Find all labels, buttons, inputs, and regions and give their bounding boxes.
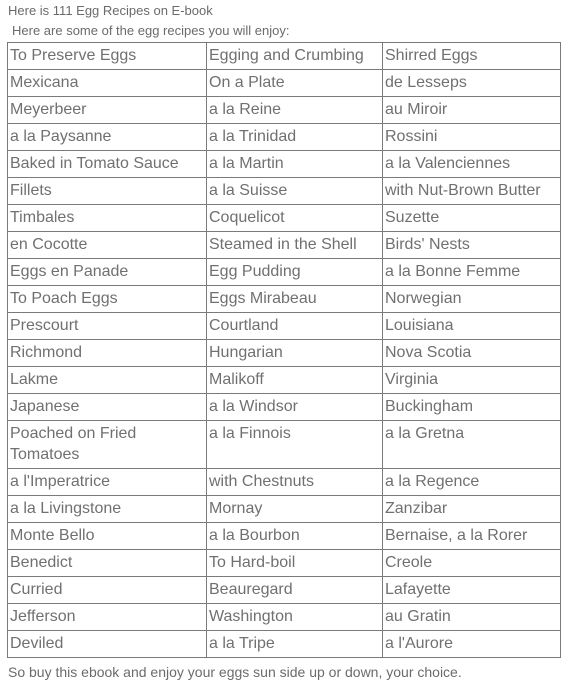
recipe-cell: Hungarian bbox=[207, 340, 383, 367]
table-row bbox=[8, 577, 561, 604]
table-row bbox=[8, 550, 561, 577]
recipe-cell: with Nut-Brown Butter bbox=[383, 178, 561, 205]
recipe-cell: Lakme bbox=[8, 367, 207, 394]
recipe-cell: Creole bbox=[383, 550, 561, 577]
recipe-cell: Beauregard bbox=[207, 577, 383, 604]
recipe-cell: a la Finnois bbox=[207, 421, 383, 469]
recipe-cell: Louisiana bbox=[383, 313, 561, 340]
recipe-cell: a la Martin bbox=[207, 151, 383, 178]
recipe-cell: au Miroir bbox=[383, 97, 561, 124]
recipe-cell: Richmond bbox=[8, 340, 207, 367]
recipe-cell: Fillets bbox=[8, 178, 207, 205]
recipe-cell: en Cocotte bbox=[8, 232, 207, 259]
recipe-table bbox=[7, 42, 561, 658]
recipe-cell: a la Windsor bbox=[207, 394, 383, 421]
recipe-cell: Bernaise, a la Rorer bbox=[383, 523, 561, 550]
table-row bbox=[8, 124, 561, 151]
recipe-cell: Eggs Mirabeau bbox=[207, 286, 383, 313]
recipes-intro: Here are some of the egg recipes you will enjoy: bbox=[12, 23, 290, 38]
table-row bbox=[8, 232, 561, 259]
recipe-cell: Meyerbeer bbox=[8, 97, 207, 124]
recipe-cell: Timbales bbox=[8, 205, 207, 232]
recipe-cell: To Preserve Eggs bbox=[8, 43, 207, 70]
table-row bbox=[8, 523, 561, 550]
recipe-cell: au Gratin bbox=[383, 604, 561, 631]
recipe-cell: Poached on Fried Tomatoes bbox=[8, 421, 207, 469]
recipe-cell: de Lesseps bbox=[383, 70, 561, 97]
table-row bbox=[8, 70, 561, 97]
recipe-cell: Benedict bbox=[8, 550, 207, 577]
recipe-cell: On a Plate bbox=[207, 70, 383, 97]
recipe-cell: a la Valenciennes bbox=[383, 151, 561, 178]
table-row bbox=[8, 340, 561, 367]
recipe-cell: Norwegian bbox=[383, 286, 561, 313]
recipe-cell: Coquelicot bbox=[207, 205, 383, 232]
recipe-table-body bbox=[8, 43, 561, 658]
table-row bbox=[8, 631, 561, 658]
recipe-cell: Malikoff bbox=[207, 367, 383, 394]
recipe-cell: a la Trinidad bbox=[207, 124, 383, 151]
recipe-cell: Deviled bbox=[8, 631, 207, 658]
table-row bbox=[8, 43, 561, 70]
recipe-cell: Prescourt bbox=[8, 313, 207, 340]
recipe-cell: Mexicana bbox=[8, 70, 207, 97]
closing-note: So buy this ebook and enjoy your eggs sun side up or down, your choice. bbox=[8, 664, 462, 680]
recipe-cell: a la Bourbon bbox=[207, 523, 383, 550]
table-row bbox=[8, 97, 561, 124]
table-row bbox=[8, 421, 561, 469]
recipe-cell: Buckingham bbox=[383, 394, 561, 421]
recipe-cell: Jefferson bbox=[8, 604, 207, 631]
recipe-cell: Japanese bbox=[8, 394, 207, 421]
recipe-cell: a la Reine bbox=[207, 97, 383, 124]
recipe-cell: Courtland bbox=[207, 313, 383, 340]
table-row bbox=[8, 394, 561, 421]
recipe-cell: a la Livingstone bbox=[8, 496, 207, 523]
recipe-cell: Zanzibar bbox=[383, 496, 561, 523]
recipe-cell: Birds' Nests bbox=[383, 232, 561, 259]
recipe-cell: a l'Imperatrice bbox=[8, 469, 207, 496]
recipe-cell: Nova Scotia bbox=[383, 340, 561, 367]
recipe-cell: To Poach Eggs bbox=[8, 286, 207, 313]
recipe-cell: a l'Aurore bbox=[383, 631, 561, 658]
table-row bbox=[8, 604, 561, 631]
table-row bbox=[8, 151, 561, 178]
recipe-cell: a la Paysanne bbox=[8, 124, 207, 151]
recipe-cell: To Hard-boil bbox=[207, 550, 383, 577]
recipe-cell: Baked in Tomato Sauce bbox=[8, 151, 207, 178]
recipe-cell: Rossini bbox=[383, 124, 561, 151]
recipe-cell: Virginia bbox=[383, 367, 561, 394]
recipe-cell: a la Suisse bbox=[207, 178, 383, 205]
table-row bbox=[8, 205, 561, 232]
table-row bbox=[8, 259, 561, 286]
recipe-cell: a la Gretna bbox=[383, 421, 561, 469]
recipe-cell: Curried bbox=[8, 577, 207, 604]
table-row bbox=[8, 286, 561, 313]
recipe-cell: Shirred Eggs bbox=[383, 43, 561, 70]
table-row bbox=[8, 313, 561, 340]
table-row bbox=[8, 367, 561, 394]
recipe-cell: Monte Bello bbox=[8, 523, 207, 550]
ebook-heading: Here is 111 Egg Recipes on E-book bbox=[8, 3, 213, 18]
recipe-cell: a la Tripe bbox=[207, 631, 383, 658]
recipe-cell: Mornay bbox=[207, 496, 383, 523]
recipe-cell: Lafayette bbox=[383, 577, 561, 604]
recipe-cell: with Chestnuts bbox=[207, 469, 383, 496]
recipe-cell: Steamed in the Shell bbox=[207, 232, 383, 259]
recipe-cell: Washington bbox=[207, 604, 383, 631]
recipe-cell: a la Regence bbox=[383, 469, 561, 496]
table-row bbox=[8, 496, 561, 523]
table-row bbox=[8, 178, 561, 205]
recipe-cell: Egging and Crumbing bbox=[207, 43, 383, 70]
recipe-cell: a la Bonne Femme bbox=[383, 259, 561, 286]
recipe-cell: Eggs en Panade bbox=[8, 259, 207, 286]
recipe-cell: Egg Pudding bbox=[207, 259, 383, 286]
table-row bbox=[8, 469, 561, 496]
recipe-cell: Suzette bbox=[383, 205, 561, 232]
